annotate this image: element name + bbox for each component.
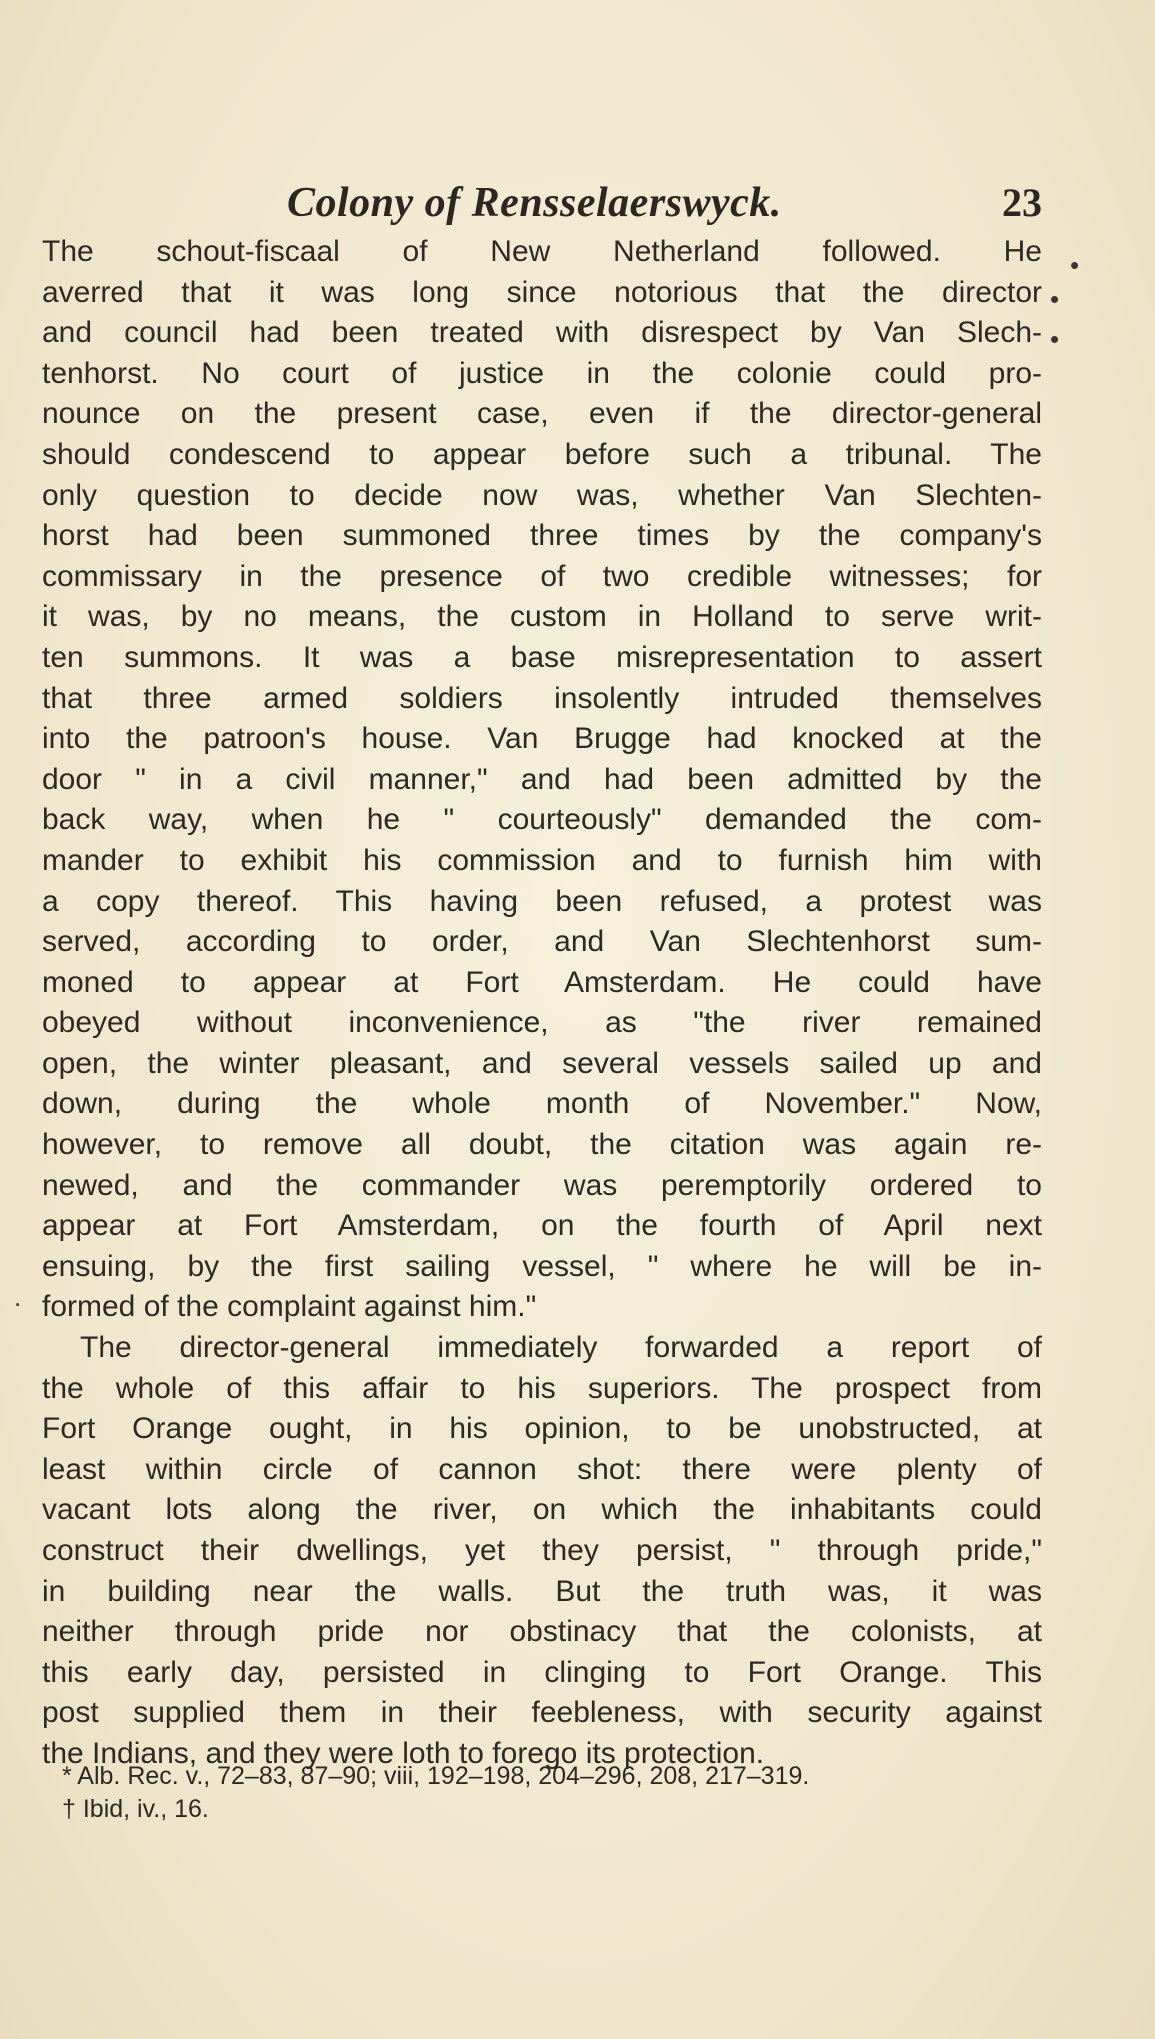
text-line: down, during the whole month of November." Now, — [42, 1087, 1042, 1121]
text-line: averred that it was long since notorious that the director — [42, 275, 1042, 309]
text-line: least within circle of cannon shot: there were plenty of — [42, 1452, 1042, 1486]
text-line: door " in a civil manner," and had been admitted by the — [42, 762, 1042, 796]
text-line: The director-general immediately forwarded a report of — [80, 1331, 1042, 1365]
text-line: that three armed soldiers insolently intruded themselves — [42, 681, 1042, 715]
text-line: The schout-fiscaal of New Netherland followed. He — [42, 235, 1042, 268]
text-line: neither through pride nor obstinacy that the colonists, at — [42, 1615, 1042, 1649]
text-line: post supplied them in their feebleness, with security against — [42, 1696, 1042, 1730]
footnote: † Ibid, iv., 16. — [62, 1795, 209, 1823]
running-title: Colony of Rensselaerswyck. — [287, 180, 782, 226]
text-line: only question to decide now was, whether Van Slechten- — [42, 478, 1042, 512]
text-line: nounce on the present case, even if the director-general — [42, 397, 1042, 431]
text-line: moned to appear at Fort Amsterdam. He could have — [42, 965, 1042, 999]
text-line: the Indians, and they were loth to forego its protection. — [42, 1736, 765, 1770]
text-line: this early day, persisted in clinging to Fort Orange. This — [42, 1655, 1042, 1689]
text-line: formed of the complaint against him." — [42, 1290, 537, 1324]
paragraph-2 — [42, 1328, 1042, 1775]
running-head — [42, 178, 1042, 228]
text-line: appear at Fort Amsterdam, on the fourth of April next — [42, 1209, 1042, 1243]
text-line: commissary in the presence of two credible witnesses; for — [42, 559, 1042, 593]
margin-mark: • — [1050, 284, 1060, 314]
text-line: tenhorst. No court of justice in the colonie could pro- — [42, 356, 1042, 390]
margin-mark: • — [1050, 324, 1060, 354]
text-line: Fort Orange ought, in his opinion, to be unobstructed, at — [42, 1412, 1042, 1446]
text-line: back way, when he " courteously" demanded the com- — [42, 803, 1042, 837]
text-line: open, the winter pleasant, and several vessels sailed up and — [42, 1046, 1042, 1080]
text-line: and council had been treated with disrespect by Van Slech- — [42, 316, 1042, 350]
text-line: the whole of this affair to his superiors. The prospect from — [42, 1371, 1042, 1405]
footnotes — [62, 1760, 1042, 1826]
page-number: 23 — [1002, 180, 1042, 225]
paragraph-1 — [42, 232, 1042, 1328]
text-line: obeyed without inconvenience, as "the river remained — [42, 1006, 1042, 1040]
text-line: mander to exhibit his commission and to furnish him with — [42, 843, 1042, 877]
text-line: ten summons. It was a base misrepresentation to assert — [42, 640, 1042, 674]
text-line: a copy thereof. This having been refused, a protest was — [42, 884, 1042, 918]
text-line: into the patroon's house. Van Brugge had knocked at the — [42, 722, 1042, 756]
footnote: * Alb. Rec. v., 72–83, 87–90; viii, 192–198, 204–296, 208, 217–319. — [62, 1762, 810, 1790]
text-line: it was, by no means, the custom in Holland to serve writ- — [42, 600, 1042, 634]
text-line: ensuing, by the first sailing vessel, " where he will be in- — [42, 1249, 1042, 1283]
text-line: served, according to order, and Van Slechtenhorst sum- — [42, 925, 1042, 959]
text-line: newed, and the commander was peremptorily ordered to — [42, 1168, 1042, 1202]
text-line: vacant lots along the river, on which the inhabitants could — [42, 1493, 1042, 1527]
text-line: in building near the walls. But the truth was, it was — [42, 1574, 1042, 1608]
margin-mark: • — [1070, 250, 1080, 280]
body-text — [42, 232, 1042, 1775]
text-line: construct their dwellings, yet they persist, " through pride," — [42, 1534, 1042, 1567]
text-line: however, to remove all doubt, the citation was again re- — [42, 1128, 1042, 1162]
text-line: horst had been summoned three times by the company's — [42, 519, 1042, 553]
text-line: should condescend to appear before such a tribunal. The — [42, 437, 1042, 471]
margin-mark: . — [14, 1282, 22, 1312]
